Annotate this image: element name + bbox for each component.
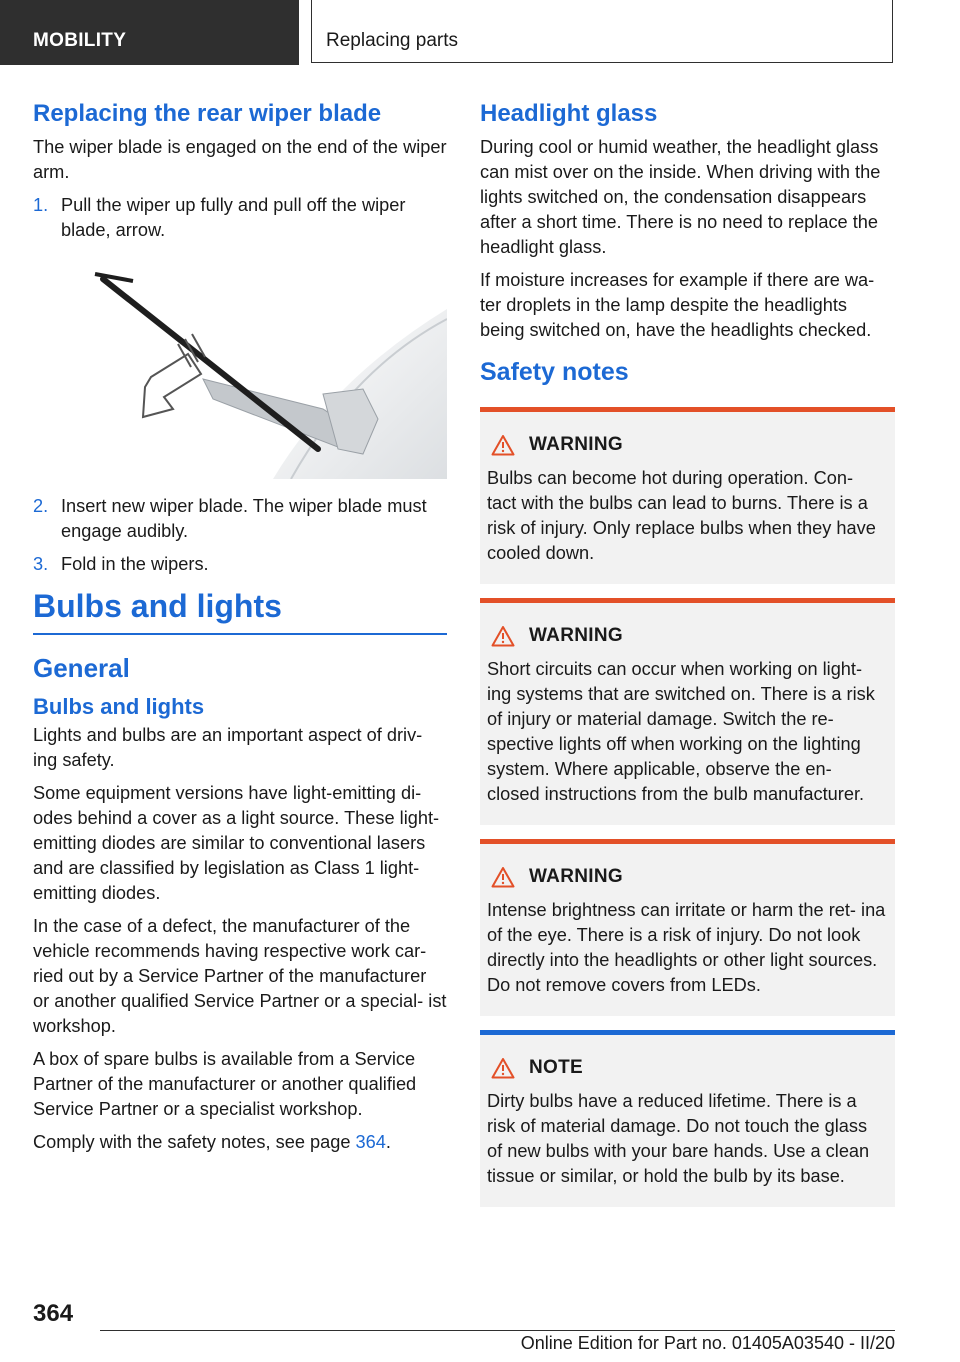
- wiper-blade-illustration: [33, 259, 447, 479]
- arrow-icon: [143, 334, 205, 417]
- warning-text: Short circuits can occur when working on light‐ ing systems that are switched on. There is a risk of injury or material damage. Switch the re‐ spective lights off when working on the lighting system. Where applicable, observe the en‐ closed instructions from the bulb manufacturer.: [487, 658, 875, 804]
- section-tab: [0, 0, 299, 65]
- warning-box: [480, 407, 895, 584]
- wiper-steps-b: [33, 494, 447, 577]
- warning-text: Intense brightness can irritate or harm the ret‐ ina of the eye. There is a risk of injury. Do not look directly into the headlights or other light sources. Do not remove covers from LEDs.: [487, 899, 886, 995]
- paragraph: In the case of a defect, the manufacturer of the vehicle recommends having respective work car‐ ried out by a Service Partner of the manufacturer or another qualified Service Partner or a special‐ ist workshop.: [33, 915, 447, 1036]
- comply-paragraph: Comply with the safety notes, see page 364.: [33, 1131, 391, 1152]
- warning-triangle-icon: [491, 625, 515, 647]
- note-text: Dirty bulbs have a reduced lifetime. There is a risk of material damage. Do not touch the glass of new bulbs with your bare hands. Use a clean tissue or similar, or hold the bulb by its base.: [487, 1090, 870, 1186]
- headlight-heading: Headlight glass: [480, 100, 658, 127]
- page-number: 364: [33, 1300, 74, 1327]
- warning-text: Bulbs can become hot during operation. Con‐ tact with the bulbs can lead to burns. There is a risk of injury. Only replace bulbs when they have cooled down.: [487, 467, 876, 563]
- paragraph: A box of spare bulbs is available from a Service Partner of the manufacturer or another qualified Service Partner or a specialist workshop.: [33, 1048, 417, 1119]
- chapter-label: Replacing parts: [326, 30, 459, 51]
- paragraph: If moisture increases for example if there are wa‐ ter droplets in the lamp despite the headlights being switched on, have the headlights checked.: [480, 269, 875, 340]
- wiper-steps-a: [33, 193, 447, 243]
- wiper-heading: Replacing the rear wiper blade: [33, 100, 382, 127]
- safety-heading: Safety notes: [480, 357, 629, 386]
- warning-title: WARNING: [529, 865, 623, 887]
- note-title: NOTE: [529, 1056, 583, 1078]
- right-column: [480, 100, 895, 1221]
- warning-triangle-icon: [491, 434, 515, 456]
- warning-box: [480, 598, 895, 825]
- warning-triangle-icon: [491, 1057, 515, 1079]
- page-link[interactable]: 364: [355, 1131, 386, 1152]
- step-item: 1. Pull the wiper up fully and pull off the wiper blade, arrow.: [33, 194, 406, 240]
- warning-title: WARNING: [529, 624, 623, 646]
- bulbs-heading: Bulbs and lights: [33, 587, 447, 635]
- bulbs-subheading: Bulbs and lights: [33, 694, 205, 720]
- warning-box: [480, 839, 895, 1016]
- step-item: 2. Insert new wiper blade. The wiper blade must engage audibly.: [33, 495, 427, 541]
- chapter-tab: [311, 0, 893, 63]
- wiper-intro: The wiper blade is engaged on the end of the wiper arm.: [33, 136, 447, 182]
- warning-triangle-icon: [491, 866, 515, 888]
- note-box: [480, 1030, 895, 1207]
- footer-divider: [100, 1330, 895, 1331]
- paragraph: During cool or humid weather, the headlight glass can mist over on the inside. When driving with the lights switched on, the condensation disappears after a short time. There is no need to replace the headlight glass.: [480, 136, 881, 257]
- section-label: MOBILITY: [33, 30, 127, 51]
- warning-title: WARNING: [529, 433, 623, 455]
- general-heading: General: [33, 653, 130, 684]
- left-column: [33, 100, 447, 1163]
- paragraph: Some equipment versions have light-emitting di‐ odes behind a cover as a light source. These light-emitting diodes are similar to conventional lasers and are classified by legislation as Class 1 light-emitting diodes.: [33, 782, 440, 903]
- step-item: 3. Fold in the wipers.: [33, 553, 209, 574]
- edition-text: Online Edition for Part no. 01405A03540 - II/20: [520, 1333, 895, 1353]
- paragraph: Lights and bulbs are an important aspect of driv‐ ing safety.: [33, 724, 423, 770]
